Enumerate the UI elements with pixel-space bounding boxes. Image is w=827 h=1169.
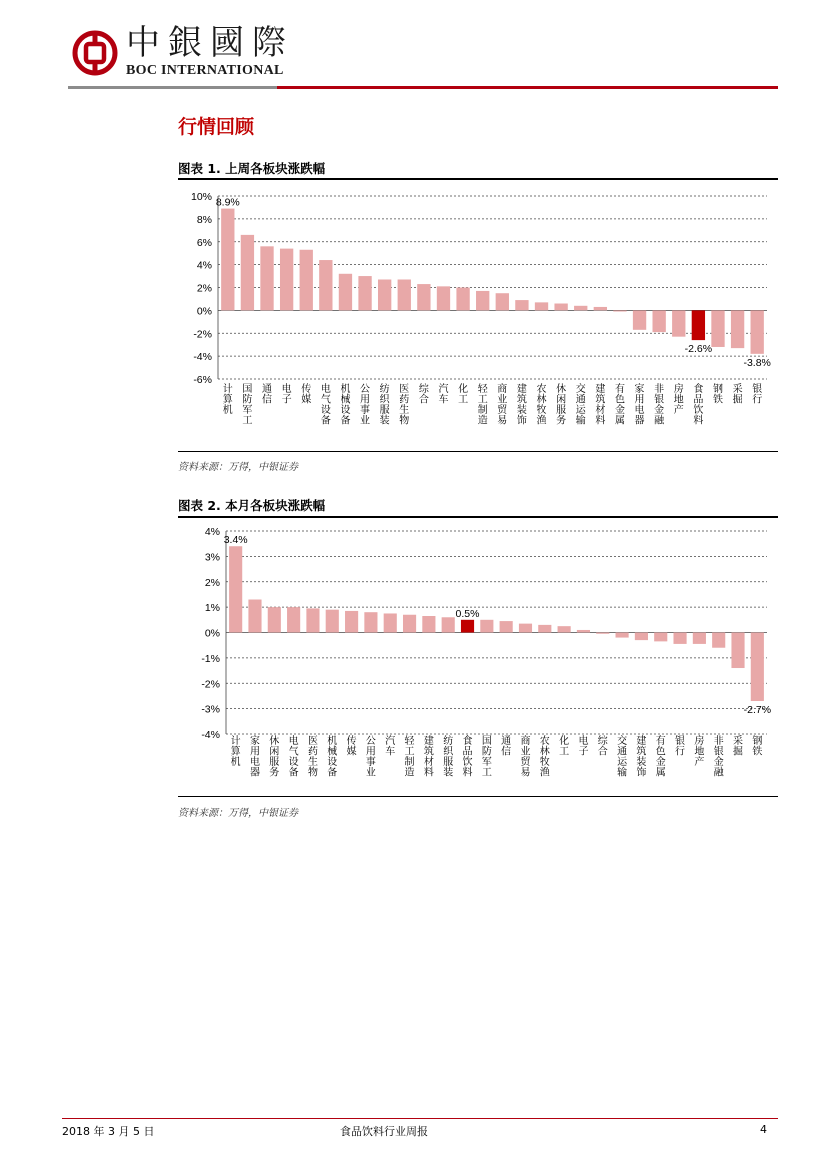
category-label: 计算机 — [222, 384, 233, 416]
bar — [654, 633, 667, 642]
category-label: 家用电器 — [249, 736, 260, 779]
bar — [558, 626, 571, 632]
y-tick-label: -3% — [201, 703, 220, 716]
category-label: 非银金融 — [654, 384, 665, 427]
y-tick-label: 10% — [190, 191, 212, 203]
category-label: 轻工制造 — [404, 736, 415, 779]
category-label: 有色金属 — [655, 736, 666, 779]
bar — [731, 633, 744, 669]
category-label: 综合 — [418, 384, 429, 406]
bar — [248, 600, 261, 633]
category-label: 通信 — [262, 384, 273, 406]
y-tick-label: 6% — [196, 236, 212, 249]
category-label: 电子 — [578, 736, 589, 758]
footer-rule — [62, 1118, 778, 1119]
y-tick-label: 2% — [204, 576, 220, 589]
category-label: 化工 — [559, 736, 570, 758]
category-label: 汽车 — [438, 384, 449, 406]
category-label: 建筑装饰 — [516, 384, 527, 427]
bar — [712, 633, 725, 648]
footer-report-title: 食品饮料行业周报 — [340, 1125, 428, 1138]
category-label: 钢铁 — [752, 736, 763, 758]
category-label: 机械设备 — [327, 736, 338, 779]
data-label: -3.8% — [743, 356, 771, 369]
category-label: 公用事业 — [365, 736, 376, 779]
category-label: 休闲服务 — [269, 736, 280, 779]
category-label: 电气设备 — [320, 384, 331, 427]
bar — [422, 616, 435, 632]
category-label: 汽车 — [385, 736, 396, 758]
category-label: 通信 — [501, 736, 512, 758]
y-tick-label: 0% — [204, 627, 220, 640]
bar — [616, 633, 629, 638]
bar — [461, 620, 474, 633]
category-label: 公用事业 — [360, 384, 371, 427]
bar — [364, 612, 377, 632]
data-label: 8.9% — [215, 196, 240, 209]
category-label: 纺织服装 — [379, 384, 390, 427]
bar — [384, 613, 397, 632]
category-label: 建筑装饰 — [636, 736, 647, 779]
data-label: 0.5% — [455, 607, 480, 620]
y-tick-label: -4% — [201, 729, 220, 741]
data-label: -2.7% — [743, 704, 772, 717]
y-tick-label: 4% — [196, 259, 212, 272]
category-label: 医药生物 — [399, 384, 410, 427]
category-label: 银行 — [675, 736, 686, 758]
figure-2-bottom-rule — [178, 796, 778, 797]
y-tick-label: 3% — [204, 551, 220, 564]
footer-page-number: 4 — [760, 1123, 767, 1136]
category-label: 采掘 — [733, 736, 744, 758]
section-title: 行情回顾 — [178, 116, 255, 138]
category-label: 交通运输 — [617, 736, 628, 779]
y-tick-label: 4% — [204, 526, 220, 538]
bar — [673, 633, 686, 644]
brand-name-chinese: 中銀國際 — [126, 23, 294, 63]
y-tick-label: 2% — [196, 282, 212, 295]
category-label: 化工 — [458, 384, 469, 406]
category-label: 房地产 — [694, 736, 705, 768]
category-label: 农林牧渔 — [536, 384, 547, 427]
bar — [693, 633, 706, 644]
bar — [538, 625, 551, 633]
data-label: 3.4% — [223, 534, 248, 547]
y-tick-label: 1% — [204, 602, 220, 615]
figure-1-title: 图表 1. 上周各板块涨跌幅 — [178, 161, 326, 176]
bar — [229, 546, 242, 632]
category-label: 商业贸易 — [520, 736, 531, 779]
category-label: 综合 — [597, 736, 608, 758]
category-label: 轻工制造 — [477, 384, 488, 427]
y-tick-label: 0% — [196, 305, 212, 318]
bar — [403, 615, 416, 633]
figure-2-source: 资料来源：万得，中银证券 — [178, 808, 298, 819]
bar — [596, 633, 609, 634]
category-label: 传媒 — [346, 736, 357, 758]
bar — [442, 617, 455, 632]
figure-2-title: 图表 2. 本月各板块涨跌幅 — [178, 498, 326, 513]
category-label: 机械设备 — [340, 384, 351, 427]
bar — [345, 611, 358, 633]
category-label: 医药生物 — [307, 736, 318, 779]
brand-name-english: BOC INTERNATIONAL — [126, 63, 284, 78]
y-tick-label: -2% — [201, 678, 220, 691]
y-tick-label: -4% — [193, 351, 212, 364]
category-label: 食品饮料 — [693, 384, 704, 427]
y-tick-label: -6% — [193, 374, 212, 386]
bar — [326, 610, 339, 633]
category-label: 传媒 — [301, 384, 312, 406]
category-label: 休闲服务 — [556, 384, 567, 427]
category-label: 国防军工 — [481, 736, 492, 779]
bar — [500, 621, 513, 632]
category-label: 建筑材料 — [423, 736, 434, 779]
bar — [287, 607, 300, 632]
category-label: 国防军工 — [242, 384, 253, 427]
category-label: 房地产 — [673, 384, 684, 416]
bar — [751, 633, 764, 702]
category-label: 采掘 — [732, 384, 743, 406]
category-label: 电子 — [281, 384, 292, 406]
category-label: 食品饮料 — [462, 736, 473, 779]
category-label: 农林牧渔 — [539, 736, 550, 779]
bar — [268, 607, 281, 632]
y-tick-label: 8% — [196, 213, 212, 226]
bar — [306, 608, 319, 632]
category-label: 交通运输 — [575, 384, 586, 427]
category-label: 商业贸易 — [497, 384, 508, 427]
category-label: 纺织服装 — [443, 736, 454, 779]
y-tick-label: -1% — [201, 652, 220, 665]
category-label: 非银金融 — [713, 736, 724, 779]
category-label: 建筑材料 — [595, 384, 606, 427]
category-label: 钢铁 — [712, 384, 723, 406]
bar — [577, 630, 590, 633]
footer-date: 2018 年 3 月 5 日 — [62, 1125, 155, 1138]
category-label: 计算机 — [230, 736, 241, 768]
y-tick-label: -2% — [193, 328, 212, 341]
category-label: 银行 — [752, 384, 763, 406]
bar — [519, 624, 532, 633]
category-label: 有色金属 — [614, 384, 625, 427]
bar — [480, 620, 493, 633]
category-label: 家用电器 — [634, 384, 645, 427]
category-label: 电气设备 — [288, 736, 299, 779]
figure-1-source: 资料来源：万得，中银证券 — [178, 462, 298, 473]
bar — [635, 633, 648, 641]
data-label: -2.6% — [684, 343, 713, 356]
